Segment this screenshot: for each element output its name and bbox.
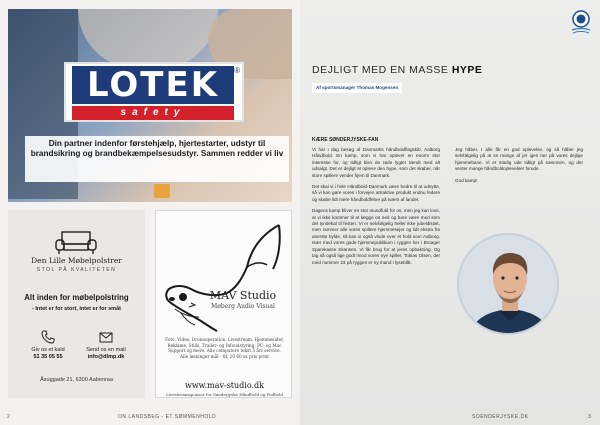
mav-title: MAV Studio bbox=[209, 289, 277, 302]
email-label: Send os en mail bbox=[86, 347, 126, 353]
article-section-head: KÆRE SØNDERJYSKE-FAN bbox=[312, 137, 379, 143]
fox-logo-icon bbox=[161, 219, 287, 334]
article-column-1 bbox=[312, 147, 440, 271]
lotek-advertisement[interactable] bbox=[8, 9, 292, 202]
article-title bbox=[312, 64, 482, 76]
phone-label: Giv os et kald bbox=[31, 347, 65, 353]
email-value[interactable]: info@dlmp.dk bbox=[87, 354, 125, 360]
page-number-right: 3 bbox=[588, 414, 591, 420]
polster-tagline: - Intet er for stort, intet er for småt bbox=[32, 306, 121, 312]
polster-name: Den Lille Møbelpolstrer bbox=[31, 256, 122, 265]
article-paragraph: Dagens kamp bliver en stor mundfuld for os, men jeg kan love, at vi ikke kommer til at lægge os ned og bare være med som del tyndekal til festen. Vi er selvfølgelig heller ikke jubeldistiet, men rammer alle vores spillere hjemmesejer og lidt ekstra fra øverste hylde, så kan vi også vinde over et hold som Aalborg. Især med vores gode hjemmepublikum i ryggen her i Broager Sparekasse Skansen. Vi får brug for at jeres opbakning. Og tag så også lige godt imod vores nye spiller, Tobias Olsen, der med nummer 23 på ryggen er ny mand i lyseblåt. bbox=[312, 208, 440, 265]
mail-icon bbox=[99, 330, 113, 344]
phone-icon bbox=[41, 330, 55, 344]
photo-detail bbox=[154, 184, 170, 198]
registered-mark: ® bbox=[234, 66, 240, 75]
article-paragraph: Vi har i dag besøg af Danmarks håndboldflagskib, Aalborg Håndbold. En kamp, som vi har oplevet en enorm stor interesse for, og tidligt blev de røde lygter tændt med alt udsalgt. Det er dejligt at opleve den hype, som det skaber, når store spillere vender hjem til Danmark. bbox=[312, 147, 440, 178]
mav-services: Foto, Video, Dronooperation, Livestream, Hjemmesider, Reklame, Stills, Trailer- og Infoudstyring, PC- og Mac Support og mere. Alle computere tekst 5 års service. Alle løsninger mål · tlf. 20 60 xx pris print bbox=[165, 337, 284, 359]
polster-headline: Alt inden for møbelpolstring bbox=[24, 293, 129, 302]
mav-sponsor-line: Livestreamsponsor for Sønderjyske Håndbold og Fodbold bbox=[166, 392, 283, 397]
sofa-icon bbox=[54, 231, 98, 255]
lotek-tagline-box bbox=[25, 136, 289, 182]
author-portrait bbox=[457, 233, 559, 335]
phone-value[interactable]: 51 35 05 55 bbox=[33, 354, 63, 360]
photo-background bbox=[78, 9, 218, 69]
article-title-highlight: HYPE bbox=[451, 64, 483, 76]
polster-advertisement[interactable] bbox=[8, 210, 145, 398]
phone-contact[interactable] bbox=[18, 330, 78, 361]
footer-right-text: SOENDERJYSKE.DK bbox=[472, 414, 529, 420]
polster-slogan: STOL PÅ KVALITETEN bbox=[36, 267, 117, 273]
article-paragraph: Det skal vi i hele Håndbold-Danmark være bedre til at udnytte, så vi kan gøre vores i forvejen attraktive produkt endnu federe og skabe lidt mere håndboldfeber på tværs af landet. bbox=[312, 184, 440, 202]
article-byline: Af sportsmanager Thomas Mogensen bbox=[312, 83, 402, 93]
lotek-logo-word: LOTEK bbox=[72, 66, 234, 104]
lotek-logo-safety: safety bbox=[72, 106, 234, 120]
email-contact[interactable] bbox=[76, 330, 136, 361]
mav-website-link[interactable]: www.mav-studio.dk bbox=[184, 381, 265, 390]
lotek-logo bbox=[64, 62, 244, 122]
mav-advertisement[interactable] bbox=[155, 210, 292, 398]
right-page bbox=[300, 0, 600, 425]
page-number-left: 2 bbox=[7, 414, 10, 420]
article-column-2 bbox=[455, 147, 583, 189]
mav-subtitle: Møberg Audio Visual bbox=[211, 303, 275, 310]
footer-left-text: ON LANDSBEG - ET SØMMENHOLD bbox=[118, 414, 217, 420]
club-logo-icon bbox=[570, 10, 592, 34]
author-portrait-image bbox=[459, 235, 559, 335]
article-paragraph: God kamp! bbox=[455, 177, 478, 183]
lotek-tagline: Din partner indenfor førstehjælp, hjertestarter, udstyr til brandsikring og brandbekæmpelsesudstyr. Sammen redder vi liv bbox=[30, 139, 284, 158]
article-title-main: DEJLIGT MED EN MASSE bbox=[312, 64, 452, 76]
article-paragraph: Jeg håber, I alle får en god oplevelse, og så håber jeg selvfølgelig på at se mange af jer igen her på vores dejlige hjemmebane. Vi er stadig ude tidligt på sæsonen, og der venter mange håndboldoplevelser forude. bbox=[455, 147, 583, 172]
polster-address: Åsuggade 21, 6300 Aabenraa bbox=[40, 377, 113, 383]
